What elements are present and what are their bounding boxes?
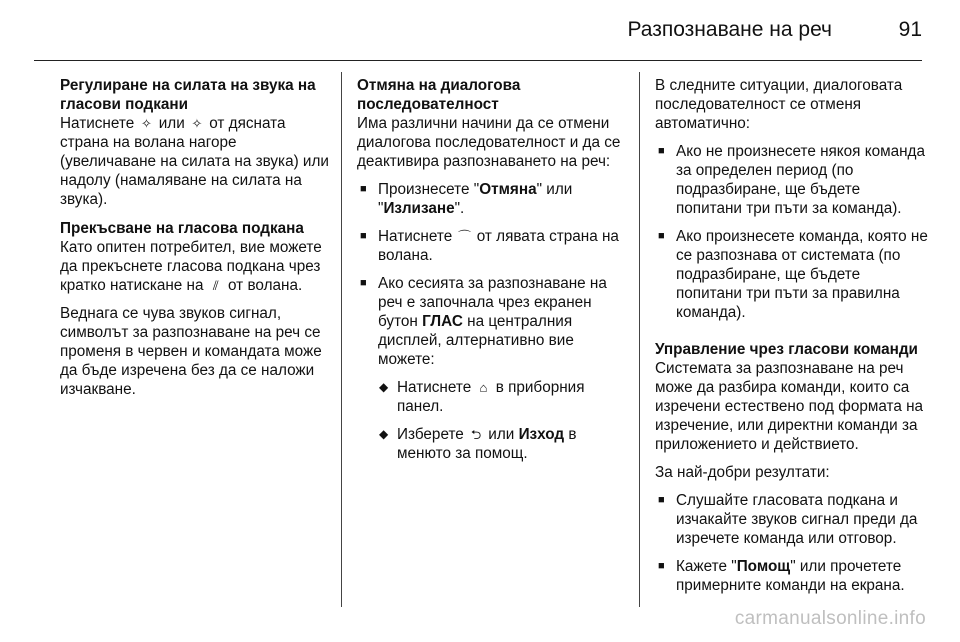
text: от дясната страна на волана нагоре (увеличаване на силата на звука) или надолу (намаляване на силата на звука). [60,115,329,208]
text: Ако произнесете команда, която не се разпознава от системата (по подразбиране, ще бъдете попитани три пъти за правилна команда). [676,228,928,321]
keyword: Излизане [383,200,455,217]
header-rule [34,60,922,61]
list-item [655,142,930,218]
text: Изберете [397,426,464,443]
text: Натиснете [378,228,453,245]
home-icon: ⌂ [479,380,488,395]
text: от лявата страна на волана. [378,228,619,264]
paragraph-cancel-intro: Има различни начини да се отмени диалогова последователност и да се деактивира разпознаването на реч: [357,115,621,170]
section-interrupt [60,219,336,399]
volume-up-icon: ✧ [141,116,152,131]
sub-list-item [357,425,632,463]
text: Произнесете " [378,181,480,198]
keyword: Отмяна [479,181,537,198]
text: ". [454,200,465,217]
text: " или " [378,181,573,217]
keyword: Помощ [736,558,791,575]
page-header-title: Разпознаване на реч [627,18,832,41]
volume-down-icon: ✧ [191,116,203,131]
page-number: 91 [898,18,922,41]
text: в менюто за помощ. [397,426,577,462]
keyword: Изход [518,426,565,443]
bullet-marker: ■ [658,494,665,506]
bullet-marker: ■ [658,560,665,572]
paragraph-interrupt [60,238,336,295]
list-item [357,227,632,265]
column-3 [655,76,930,604]
column-1 [60,76,336,409]
diamond-marker: ◆ [379,427,389,441]
section-heading-volume: Регулиране на силата на звука на гласови подкани [60,77,316,113]
text: или [158,115,185,132]
section-volume [60,76,336,209]
bullet-marker: ■ [360,183,367,195]
bullet-marker: ■ [360,277,367,289]
back-icon: ⮌ [470,427,482,442]
text: Като опитен потребител, вие можете да прекъснете гласова подкана чрез кратко натискане на [60,239,322,294]
text: Слушайте гласовата подкана и изчакайте звуков сигнал преди да изречете команда или отговор. [676,492,918,547]
section-heading-interrupt: Прекъсване на гласова подкана [60,220,304,237]
list-item [357,180,632,218]
text: или [488,426,515,443]
bullet-marker: ■ [360,230,367,242]
voice-button-icon: ⫽ [212,278,219,293]
watermark: carmanualsonline.info [734,608,926,629]
text: Кажете " [676,558,737,575]
text: от волана. [228,277,303,294]
paragraph-best-results: За най-добри резултати: [655,464,830,481]
paragraph-volume [60,114,336,209]
text: " или прочетете примерните команди на екрана. [676,558,905,594]
text: Ако сесията за разпознаване на реч е започнала чрез екранен бутон [378,275,607,330]
paragraph-auto-cancel: В следните ситуации, диалоговата последователност се отменя автоматично: [655,77,903,132]
text: на централния дисплей, алтернативно вие можете: [378,313,574,368]
list-item [655,491,930,548]
sub-list-item [357,378,632,416]
section-heading-voice-control: Управление чрез гласови команди [655,341,918,358]
bullet-marker: ■ [658,230,665,242]
list-item [655,557,930,595]
text: Ако не произнесете някоя команда за определен период (по подразбиране, ще бъдете попитани три пъти за команда). [676,143,925,217]
list-item [655,227,930,322]
list-item [357,274,632,369]
column-divider-2 [639,72,640,607]
diamond-marker: ◆ [379,380,389,394]
paragraph-signal: Веднага се чува звуков сигнал, символът за разпознаване на реч се променя в червен и командата може да бъде изречена без да се наложи изчакване. [60,305,322,398]
text: Натиснете [60,115,135,132]
column-divider-1 [341,72,342,607]
section-heading-cancel: Отмяна на диалогова последователност [357,77,521,113]
paragraph-voice-control: Системата за разпознаване на реч може да разбира команди, които са изречени естествено под формата на изречение, или директни команди за приложението и действието. [655,360,924,453]
text: Натиснете [397,379,472,396]
keyword: ГЛАС [422,313,463,330]
hang-up-icon: ⌒ [457,229,471,244]
column-2 [357,76,632,472]
bullet-marker: ■ [658,145,665,157]
text: в приборния панел. [397,379,585,415]
